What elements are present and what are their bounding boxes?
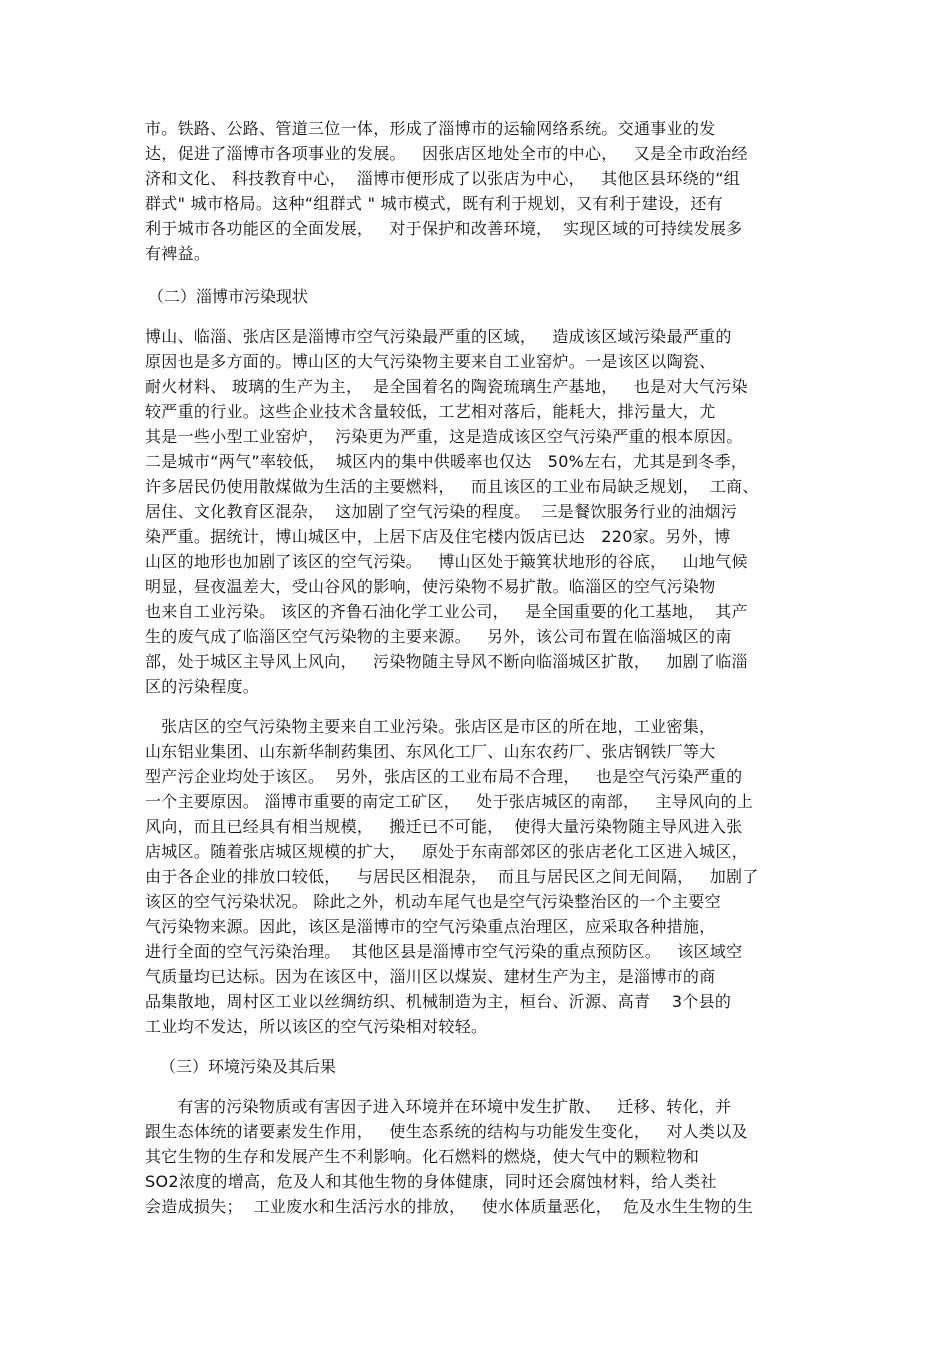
- text-line: 气污染物来源。因此，该区是淄博市的空气污染重点治理区，应采取各种措施，: [145, 917, 716, 936]
- text-line: 张店区的空气污染物主要来自工业污染。张店区是市区的所在地，工业密集，: [145, 717, 716, 736]
- section-heading-pollution-consequences: （三）环境污染及其后果: [160, 1057, 337, 1076]
- text-line: 利于城市各功能区的全面发展， 对于保护和改善环境， 实现区域的可持续发展多: [145, 219, 743, 238]
- text-line: 染严重。据统计，博山城区中，上居下店及住宅楼内饭店已达 220家。另外，博: [145, 527, 731, 546]
- text-line: 博山、临淄、张店区是淄博市空气污染最严重的区域， 造成该区域污染最严重的: [145, 327, 732, 346]
- text-line: 许多居民仍使用散煤做为生活的主要燃料， 而且该区的工业布局缺乏规划， 工商、: [145, 477, 759, 496]
- text-line: 有裨益。: [145, 244, 211, 263]
- text-line: 有害的污染物质或有害因子进入环境并在环境中发生扩散、 迁移、转化，并: [145, 1097, 732, 1116]
- text-line: 达，促进了淄博市各项事业的发展。 因张店区地处全市的中心， 又是全市政治经: [145, 144, 748, 163]
- text-line: 济和文化、 科技教育中心， 淄博市便形成了以张店为中心， 其他区县环绕的“组: [145, 169, 741, 188]
- text-line: 较严重的行业。这些企业技术含量较低，工艺相对落后，能耗大，排污量大，尤: [145, 402, 716, 421]
- text-line: 由于各企业的排放口较低， 与居民区相混杂， 而且与居民区之间无间隔， 加剧了: [145, 867, 759, 886]
- text-line: 居住、文化教育区混杂， 这加剧了空气污染的程度。 三是餐饮服务行业的油烟污: [145, 502, 738, 521]
- text-line: 工业均不发达，所以该区的空气污染相对较轻。: [145, 1017, 488, 1036]
- text-line: 其它生物的生存和发展产生不利影响。化石燃料的燃烧，使大气中的颗粒物和: [145, 1147, 700, 1166]
- text-line: 区的污染程度。: [145, 677, 260, 696]
- text-line: 明显，昼夜温差大，受山谷风的影响，使污染物不易扩散。临淄区的空气污染物: [145, 577, 716, 596]
- text-line: 山区的地形也加剧了该区的空气污染。 博山区处于簸箕状地形的谷底， 山地气候: [145, 552, 748, 571]
- text-line: 耐火材料、 玻璃的生产为主， 是全国着名的陶瓷琉璃生产基地， 也是对大气污染: [145, 377, 748, 396]
- text-line: 其是一些小型工业窑炉， 污染更为严重，这是造成该区空气污染严重的根本原因。: [145, 427, 743, 446]
- text-line: 型产污企业均处于该区。 另外，张店区的工业布局不合理， 也是空气污染严重的: [145, 767, 743, 786]
- text-line: 一个主要原因。 淄博市重要的南定工矿区， 处于张店城区的南部， 主导风向的上: [145, 792, 754, 811]
- text-line: 跟生态体统的诸要素发生作用， 使生态系统的结构与功能发生变化， 对人类以及: [145, 1122, 748, 1141]
- text-line: 也来自工业污染。 该区的齐鲁石油化学工业公司， 是全国重要的化工基地， 其产: [145, 602, 748, 621]
- text-line: 部，处于城区主导风上风向， 污染物随主导风不断向临淄城区扩散， 加剧了临淄: [145, 652, 748, 671]
- text-line: 品集散地，周村区工业以丝绸纺织、机械制造为主，桓台、沂源、高青 3个县的: [145, 992, 732, 1011]
- text-line: 原因也是多方面的。博山区的大气污染物主要来自工业窑炉。一是该区以陶瓷、: [145, 352, 716, 371]
- text-line: 生的废气成了临淄区空气污染物的主要来源。 另外，该公司布置在临淄城区的南: [145, 627, 732, 646]
- text-line: 气质量均已达标。因为在该区中，淄川区以煤炭、建材生产为主，是淄博市的商: [145, 967, 716, 986]
- text-line: 群式" 城市格局。这种“组群式 " 城市模式，既有利于规划，又有利于建设，还有: [145, 194, 723, 213]
- text-line: 进行全面的空气污染治理。 其他区县是淄博市空气污染的重点预防区。 该区域空: [145, 942, 743, 961]
- text-line: 店城区。随着张店城区规模的扩大， 原处于东南部郊区的张店老化工区进入城区，: [145, 842, 748, 861]
- text-line: 会造成损失； 工业废水和生活污水的排放， 使水体质量恶化， 危及水生生物的生: [145, 1197, 754, 1216]
- text-line: 二是城市“两气”率较低， 城区内的集中供暖率也仅达 50%左右，尤其是到冬季，: [145, 452, 748, 471]
- text-line: SO2浓度的增高，危及人和其他生物的身体健康，同时还会腐蚀材料，给人类社: [145, 1172, 717, 1191]
- text-line: 该区的空气污染状况。 除此之外，机动车尾气也是空气污染整治区的一个主要空: [145, 892, 721, 911]
- section-heading-pollution-status: （二）淄博市污染现状: [148, 287, 309, 306]
- text-line: 山东铝业集团、山东新华制药集团、东风化工厂、山东农药厂、张店钢铁厂等大: [145, 742, 716, 761]
- text-line: 市。铁路、公路、管道三位一体，形成了淄博市的运输网络系统。交通事业的发: [145, 119, 716, 138]
- text-line: 风向，而且已经具有相当规模， 搬迁已不可能， 使得大量污染物随主导风进入张: [145, 817, 743, 836]
